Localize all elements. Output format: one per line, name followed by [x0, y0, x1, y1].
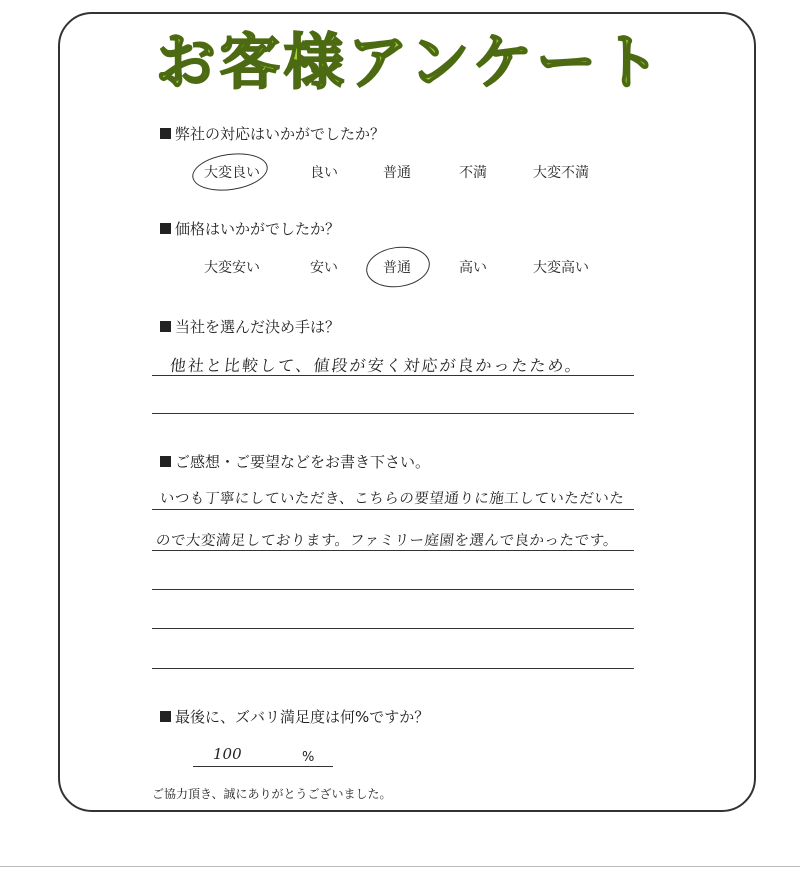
question-price-label: 価格はいかがでしたか？	[175, 220, 341, 238]
price-options	[160, 253, 630, 283]
question-reason	[160, 316, 340, 337]
answer-rule	[152, 628, 634, 629]
option-service-3[interactable]: 普通	[383, 165, 411, 181]
satisfaction-value[interactable]: 100	[213, 745, 242, 763]
question-service-label: 弊社の対応はいかがでしたか？	[175, 125, 386, 143]
option-service-1[interactable]: 大変良い	[204, 165, 260, 181]
option-price-3[interactable]: 普通	[383, 260, 411, 276]
option-price-5[interactable]: 大変高い	[533, 260, 589, 276]
service-options	[160, 158, 630, 188]
question-comments	[160, 451, 430, 472]
answer-rule	[152, 589, 634, 590]
option-price-1[interactable]: 大変安い	[204, 260, 260, 276]
thanks-note: ご協力頂き、誠にありがとうございました。	[152, 787, 392, 801]
satisfaction-rule	[193, 766, 333, 767]
square-bullet-icon	[160, 321, 171, 332]
question-comments-label: ご感想・ご要望などをお書き下さい。	[175, 453, 431, 471]
option-service-5[interactable]: 大変不満	[533, 165, 589, 181]
question-price	[160, 218, 340, 239]
question-service	[160, 123, 385, 144]
reason-answer-line-1: 他社と比較して、値段が安く対応が良かったため。	[168, 356, 584, 375]
answer-rule	[152, 413, 634, 414]
option-price-4[interactable]: 高い	[459, 260, 487, 276]
answer-rule	[152, 668, 634, 669]
question-satisfaction-label: 最後に、ズバリ満足度は何%ですか？	[175, 708, 430, 726]
question-reason-label: 当社を選んだ決め手は？	[175, 318, 341, 336]
survey-title: お客様アンケート	[155, 28, 665, 98]
square-bullet-icon	[160, 128, 171, 139]
answer-rule	[152, 509, 634, 510]
question-satisfaction	[160, 706, 429, 727]
option-price-2[interactable]: 安い	[310, 260, 338, 276]
square-bullet-icon	[160, 223, 171, 234]
square-bullet-icon	[160, 711, 171, 722]
answer-rule	[152, 375, 634, 376]
option-service-2[interactable]: 良い	[310, 165, 338, 181]
satisfaction-unit: %	[302, 750, 315, 765]
option-service-4[interactable]: 不満	[459, 165, 487, 181]
comment-answer-line-1: いつも丁寧にしていただき、こちらの要望通りに施工していただいた	[159, 491, 626, 507]
answer-rule	[152, 550, 634, 551]
square-bullet-icon	[160, 456, 171, 467]
scan-edge	[0, 866, 800, 867]
comment-answer-line-2: ので大変満足しております。ファミリー庭園を選んで良かったです。	[155, 533, 620, 549]
